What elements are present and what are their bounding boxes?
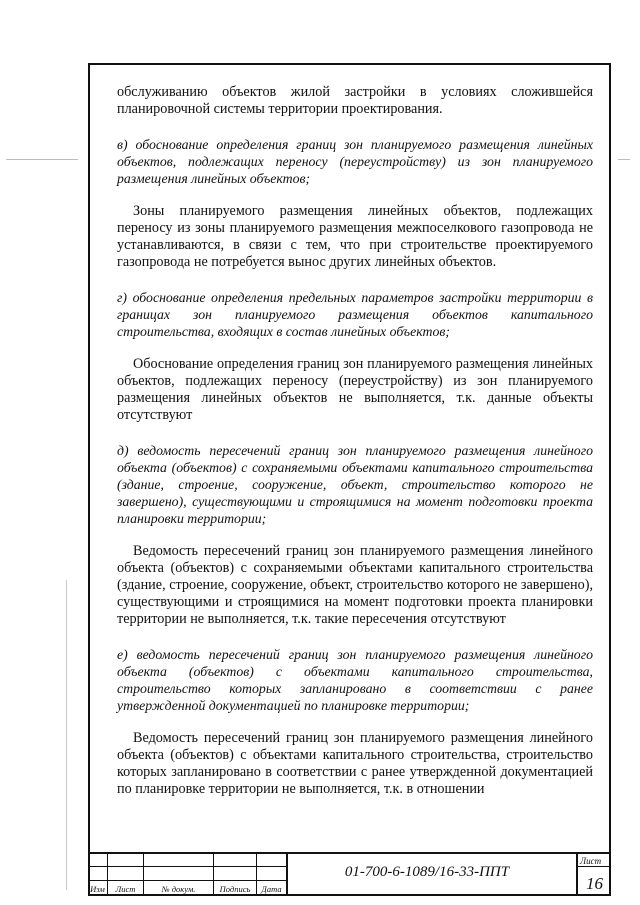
stamp-label-doc-number: № докум. — [161, 884, 196, 894]
paragraph-g: Обоснование определения границ зон планируемого размещения линейных объектов, подлежащих переносу (переустройству) из зон планируемого размещения линейных объектов не выполняется, т.к. данные объекты отсутствуют — [117, 356, 593, 423]
section-heading-e: е) ведомость пересечений границ зон планируемого размещения линейного объекта (объектов) с объектами капитального строительства, строительство которых запланировано в соответствии с ранее утвержденной документацией по планировке территории; — [117, 647, 593, 713]
margin-mark — [6, 159, 78, 160]
stamp-label-date: Дата — [261, 884, 282, 894]
margin-mark — [618, 159, 630, 160]
section-heading-v: в) обоснование определения границ зон планируемого размещения линейных объектов, подлежащих переносу (переустройству) из зон планируемого размещения линейных объектов; — [117, 137, 593, 186]
paragraph-d: Ведомость пересечений границ зон планируемого размещения линейного объекта (объектов) с сохраняемыми объектами капитального строительства (здание, строение, сооружение, объект, строительство которого не завершено), существующими и строящимися на момент подготовки проекта планировки территории не выполняется, т.к. такие пересечения отсутствуют — [117, 543, 593, 627]
sheet-label: Лист — [580, 856, 602, 866]
sheet-number: 16 — [586, 874, 603, 893]
paragraph-continuation: обслуживанию объектов жилой застройки в условиях сложившейся планировочной системы территории проектирования. — [117, 84, 593, 117]
binding-edge — [66, 580, 67, 890]
stamp-label-list: Лист — [115, 884, 136, 894]
stamp-label-signature: Подпись — [219, 884, 251, 894]
document-code: 01-700-6-1089/16-33-ППТ — [344, 864, 510, 880]
section-heading-g: г) обоснование определения предельных параметров застройки территории в границах зон планируемого размещения объектов капитального строительства, входящих в состав линейных объектов; — [117, 290, 593, 339]
paragraph-e: Ведомость пересечений границ зон планируемого размещения линейного объекта (объектов) с объектами капитального строительства, строительство которых запланировано в соответствии с ранее утвержденной документацией по планировке территории не выполняется, т.к. в отношении — [117, 730, 593, 797]
document-body — [117, 84, 593, 798]
stamp-label-izm: Изм — [90, 884, 105, 894]
paragraph-v: Зоны планируемого размещения линейных объектов, подлежащих переносу из зоны планируемого размещения межпоселкового газопровода не устанавливаются, в связи с тем, что при строительстве проектируемого газопровода не потребуется вынос других линейных объектов. — [117, 203, 593, 270]
section-heading-d: д) ведомость пересечений границ зон планируемого размещения линейного объекта (объектов) с сохраняемыми объектами капитального строительства (здание, строение, сооружение, объект, строительство которого не завершено), существующими и строящимися на момент подготовки проекта планировки территории; — [117, 443, 593, 526]
